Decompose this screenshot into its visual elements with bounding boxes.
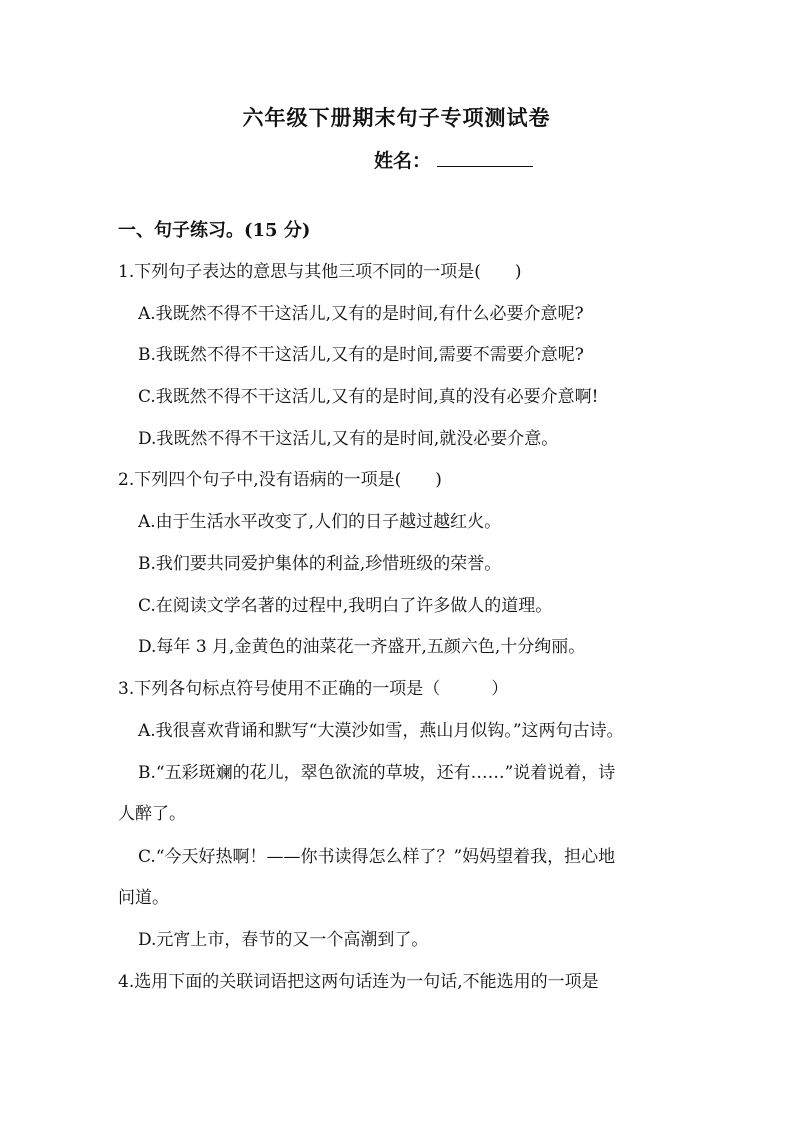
- question-2-option-c: C.在阅读文学名著的过程中,我明白了许多做人的道理。: [138, 596, 553, 616]
- question-2-option-b: B.我们要共同爱护集体的利益,珍惜班级的荣誉。: [138, 554, 502, 574]
- question-1-option-c: C.我既然不得不干这活儿,又有的是时间,真的没有必要介意啊!: [138, 387, 599, 407]
- question-1-option-d: D.我既然不得不干这活儿,又有的是时间,就没必要介意。: [138, 429, 559, 449]
- question-2-option-a: A.由于生活水平改变了,人们的日子越过越红火。: [138, 512, 502, 532]
- question-3-option-b-continued: 人醉了。: [118, 804, 186, 824]
- page-title: 六年级下册期末句子专项测试卷: [242, 105, 551, 130]
- question-1-option-b: B.我既然不得不干这活儿,又有的是时间,需要不需要介意呢?: [138, 345, 584, 365]
- section-heading: 一、句子练习。(15 分): [118, 220, 311, 241]
- question-3-option-b: B.“五彩斑斓的花儿，翠色欲流的草坡，还有……”说着说着，诗: [138, 763, 616, 783]
- question-1-stem: 1.下列句子表达的意思与其他三项不同的一项是( ): [118, 262, 522, 282]
- question-4-stem: 4.选用下面的关联词语把这两句话连为一句话,不能选用的一项是: [118, 972, 599, 992]
- name-blank-line[interactable]: [437, 148, 533, 167]
- name-field: [374, 148, 533, 174]
- question-2-stem: 2.下列四个句子中,没有语病的一项是( ): [118, 470, 442, 490]
- question-3-stem: 3.下列各句标点符号使用不正确的一项是（ ）: [118, 679, 509, 699]
- question-1-option-a: A.我既然不得不干这活儿,又有的是时间,有什么必要介意呢?: [138, 304, 584, 324]
- question-3-option-d: D.元宵上市，春节的又一个高潮到了。: [138, 930, 429, 950]
- question-3-option-c: C.“今天好热啊！——你书读得怎么样了？”妈妈望着我，担心地: [138, 847, 616, 867]
- question-3-option-a: A.我很喜欢背诵和默写“大漠沙如雪，燕山月似钩。”这两句古诗。: [138, 721, 624, 741]
- question-2-option-d: D.每年 3 月,金黄色的油菜花一齐盛开,五颜六色,十分绚丽。: [138, 637, 586, 657]
- question-3-option-c-continued: 问道。: [118, 888, 169, 908]
- name-label: 姓名：: [374, 150, 432, 172]
